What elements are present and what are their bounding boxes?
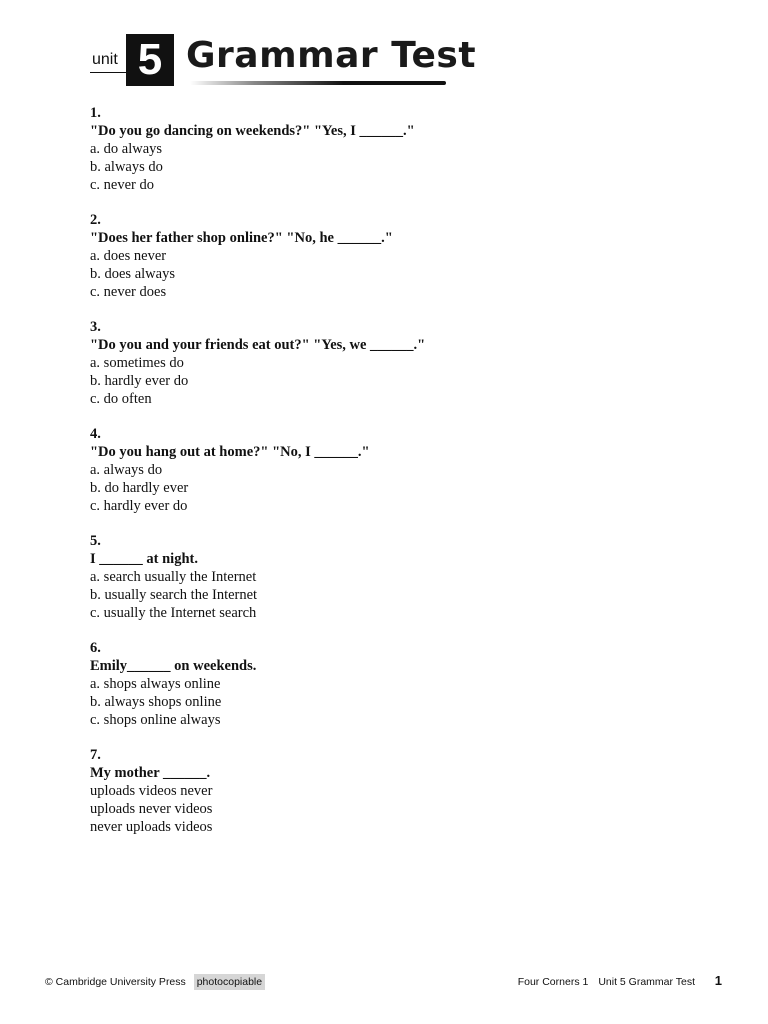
title-rule (190, 81, 446, 85)
unit-underline (90, 72, 126, 73)
answer-option-a: a. does never (90, 248, 167, 264)
footer-left (45, 974, 265, 990)
question-text: "Does her father shop online?" "No, he ______." (90, 230, 393, 246)
unit-number-badge: 5 (126, 34, 174, 86)
unit-label: unit (92, 51, 118, 68)
page-header (90, 30, 477, 90)
answer-option-b: b. always shops online (90, 694, 222, 710)
question-text: "Do you and your friends eat out?" "Yes, we ______." (90, 337, 426, 353)
question-number: 3. (90, 319, 101, 335)
question-4 (90, 425, 710, 515)
answer-option-c: c. usually the Internet search (90, 605, 257, 621)
page-title: Grammar Test (186, 35, 477, 76)
answer-option-a: a. search usually the Internet (90, 569, 257, 585)
question-text: My mother ______. (90, 765, 211, 781)
answer-option-b: b. usually search the Internet (90, 587, 258, 603)
question-6 (90, 639, 710, 729)
question-1 (90, 104, 710, 194)
answer-option-a: a. sometimes do (90, 355, 184, 371)
question-number: 4. (90, 426, 101, 442)
question-list (90, 104, 710, 853)
answer-option-b: b. do hardly ever (90, 480, 189, 496)
answer-option-a: a. shops always online (90, 676, 221, 692)
question-5 (90, 532, 710, 622)
answer-option-b: b. always do (90, 159, 163, 175)
question-number: 1. (90, 105, 101, 121)
answer-option-c: c. shops online always (90, 712, 221, 728)
question-number: 6. (90, 640, 101, 656)
answer-option-a: a. do always (90, 141, 163, 157)
answer-option-b: b. does always (90, 266, 175, 282)
answer-option-c: c. never do (90, 177, 155, 193)
question-text: I ______ at night. (90, 551, 198, 567)
photocopiable-badge: photocopiable (194, 974, 265, 990)
question-number: 7. (90, 747, 101, 763)
footer-right (518, 974, 695, 990)
copyright-notice: © Cambridge University Press (45, 976, 186, 988)
question-text: "Do you hang out at home?" "No, I ______." (90, 444, 370, 460)
question-text: Emily______ on weekends. (90, 658, 257, 674)
section-title: Unit 5 Grammar Test (598, 976, 695, 988)
page-footer (0, 974, 768, 994)
answer-option-c: c. hardly ever do (90, 498, 188, 514)
question-7 (90, 746, 710, 836)
answer-option-1: uploads videos never (90, 783, 213, 799)
answer-option-a: a. always do (90, 462, 163, 478)
question-number: 5. (90, 533, 101, 549)
question-number: 2. (90, 212, 101, 228)
answer-option-2: uploads never videos (90, 801, 213, 817)
answer-option-c: c. never does (90, 284, 167, 300)
question-text: "Do you go dancing on weekends?" "Yes, I ______." (90, 123, 415, 139)
book-title: Four Corners 1 (517, 976, 589, 988)
answer-option-b: b. hardly ever do (90, 373, 189, 389)
question-3 (90, 318, 710, 408)
question-2 (90, 211, 710, 301)
answer-option-3: never uploads videos (90, 819, 213, 835)
answer-option-c: c. do often (90, 391, 152, 407)
page-number: 1 (714, 973, 722, 988)
